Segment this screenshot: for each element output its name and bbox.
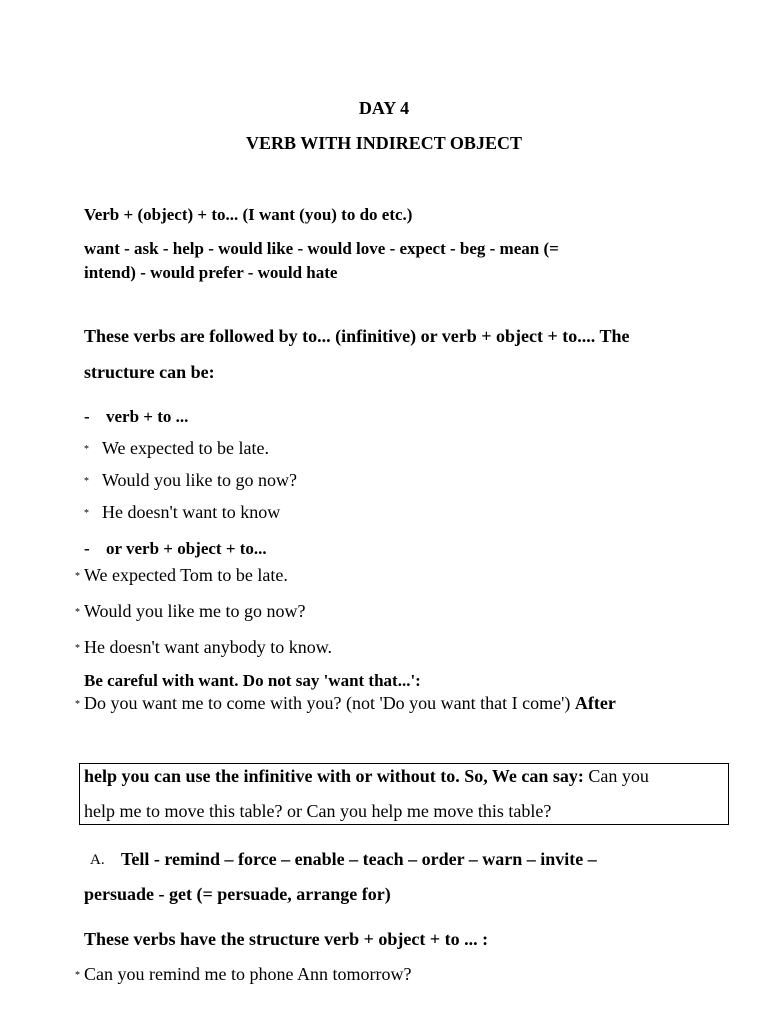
pattern-2-label: or verb + object + to... [106, 539, 267, 558]
note-box-line-2: help me to move this table? or Can you help me move this table? [84, 801, 552, 821]
bullet-icon: * [84, 508, 89, 519]
bullet-icon: * [75, 643, 80, 654]
pattern-2-example-3: He doesn't want anybody to know. [84, 637, 333, 657]
page-title: VERB WITH INDIRECT OBJECT [246, 133, 522, 153]
pattern-1-example-3: He doesn't want to know [102, 502, 281, 522]
caution-example-text: Do you want me to come with you? (not 'Do you want that I come') [84, 693, 571, 713]
bullet-icon: * [75, 699, 80, 710]
note-box-line-1 [84, 766, 649, 787]
pattern-2-dash: - [84, 539, 90, 558]
section-a-line-2: persuade - get (= persuade, arrange for) [84, 884, 391, 904]
section-a-marker: A. [90, 852, 105, 868]
note-box-bold-text: help you can use the infinitive with or without to. So, We can say: [84, 766, 584, 786]
bullet-icon: * [84, 476, 89, 487]
intro-line-1: These verbs are followed by to... (infinitive) or verb + object + to.... The [84, 326, 630, 346]
caution-heading: Be careful with want. Do not say 'want that...': [84, 671, 421, 690]
pattern-1-example-1: We expected to be late. [102, 438, 269, 458]
rule-line: Verb + (object) + to... (I want (you) to do etc.) [84, 205, 413, 224]
pattern-2-example-2: Would you like me to go now? [84, 601, 306, 621]
day-heading: DAY 4 [358, 98, 410, 118]
section-a-example: Can you remind me to phone Ann tomorrow? [84, 964, 412, 984]
intro-line-2: structure can be: [84, 362, 215, 382]
bullet-icon: * [84, 444, 89, 455]
bullet-icon: * [75, 607, 80, 618]
bullet-icon: * [75, 970, 80, 981]
pattern-2-example-1: We expected Tom to be late. [84, 565, 288, 585]
note-box-regular-text: Can you [588, 766, 649, 786]
section-a-structure: These verbs have the structure verb + object + to ... : [84, 929, 489, 949]
section-a-line-1: Tell - remind – force – enable – teach – order – warn – invite – [121, 849, 597, 869]
pattern-1-example-2: Would you like to go now? [102, 470, 298, 490]
caution-trailing-word: After [574, 693, 616, 713]
pattern-1-label: verb + to ... [106, 407, 189, 426]
bullet-icon: * [75, 571, 80, 582]
pattern-1-dash: - [84, 407, 90, 426]
caution-example [84, 693, 616, 714]
verb-list-line-2: intend) - would prefer - would hate [84, 263, 338, 282]
verb-list-line-1: want - ask - help - would like - would love - expect - beg - mean (= [84, 239, 559, 258]
